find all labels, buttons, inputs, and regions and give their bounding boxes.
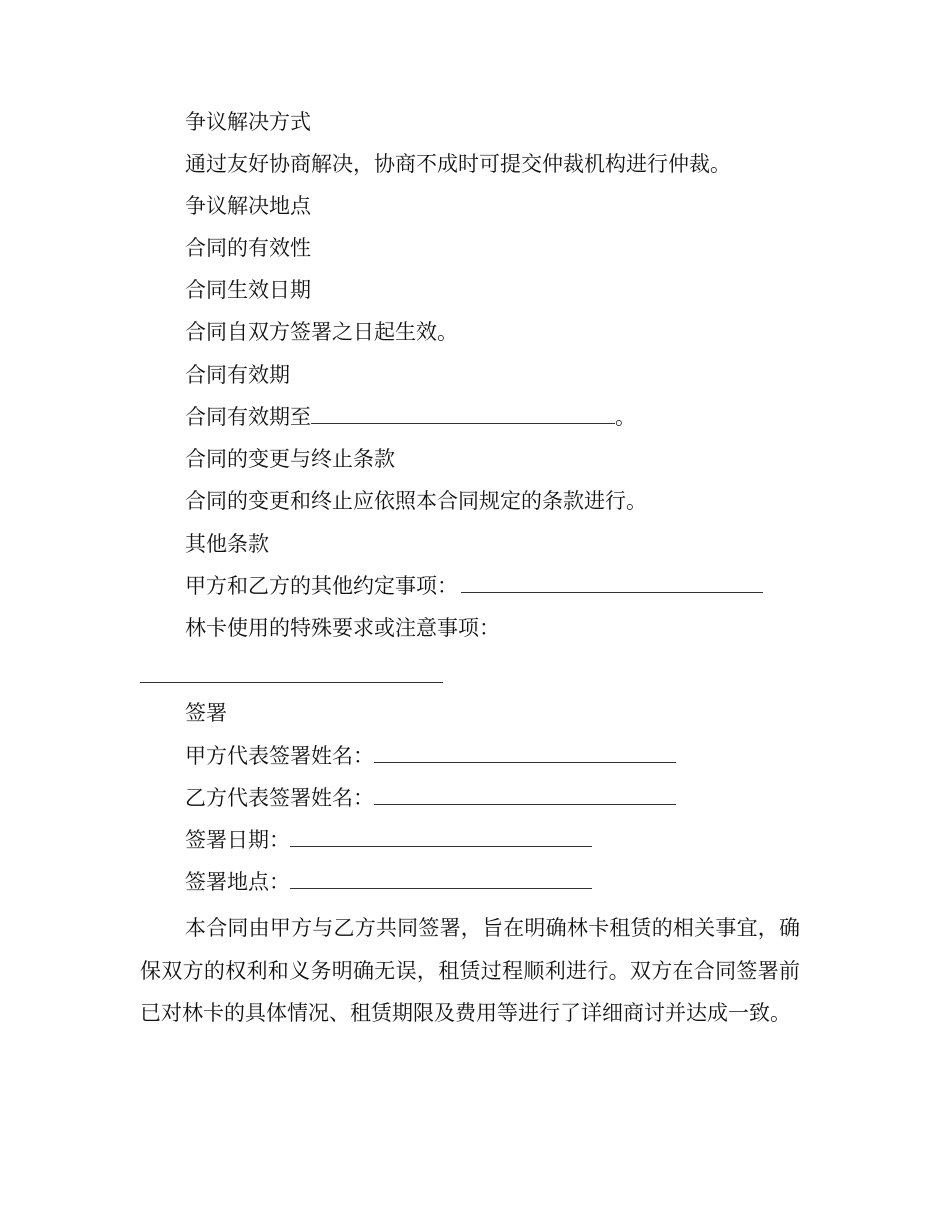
heading-validity-period: 合同有效期	[185, 363, 290, 387]
text-effective-date: 合同自双方签署之日起生效。	[185, 320, 458, 344]
field-label: 乙方代表签署姓名：	[185, 786, 374, 810]
field-label: 甲方和乙方的其他约定事项：	[185, 574, 458, 598]
text-change-termination: 合同的变更和终止应依照本合同规定的条款进行。	[185, 489, 647, 513]
special-requirements-blank	[140, 682, 443, 683]
heading-signature: 签署	[185, 701, 227, 725]
field-signing-location	[185, 867, 592, 897]
field-validity-period	[185, 402, 636, 432]
field-signing-date	[185, 825, 592, 855]
text-dispute-method: 通过友好协商解决，协商不成时可提交仲裁机构进行仲裁。	[185, 152, 731, 176]
heading-dispute-method: 争议解决方式	[185, 110, 311, 134]
heading-change-termination: 合同的变更与终止条款	[185, 447, 395, 471]
field-suffix: 。	[615, 405, 636, 429]
field-party-b-signature	[185, 783, 676, 813]
field-label: 签署地点：	[185, 870, 290, 894]
heading-validity: 合同的有效性	[185, 236, 311, 260]
closing-paragraph: 本合同由甲方与乙方共同签署，旨在明确林卡租赁的相关事宜，确保双方的权利和义务明确无误，租赁过程顺利进行。双方在合同签署前已对林卡的具体情况、租赁期限及费用等进行了详细商讨并达成一致。	[140, 916, 800, 1025]
field-special-requirements: 林卡使用的特殊要求或注意事项：	[185, 616, 500, 640]
validity-period-blank	[311, 403, 615, 424]
heading-effective-date: 合同生效日期	[185, 278, 311, 302]
heading-other-terms: 其他条款	[185, 532, 269, 556]
signing-date-blank	[290, 826, 592, 847]
other-agreements-blank	[461, 572, 763, 593]
heading-dispute-location: 争议解决地点	[185, 194, 311, 218]
party-b-signature-blank	[374, 784, 676, 805]
field-party-a-signature	[185, 741, 676, 771]
field-label: 合同有效期至	[185, 405, 311, 429]
party-a-signature-blank	[374, 742, 676, 763]
signing-location-blank	[290, 868, 592, 889]
field-label: 签署日期：	[185, 828, 290, 852]
field-other-agreements	[185, 571, 763, 601]
field-label: 甲方代表签署姓名：	[185, 744, 374, 768]
